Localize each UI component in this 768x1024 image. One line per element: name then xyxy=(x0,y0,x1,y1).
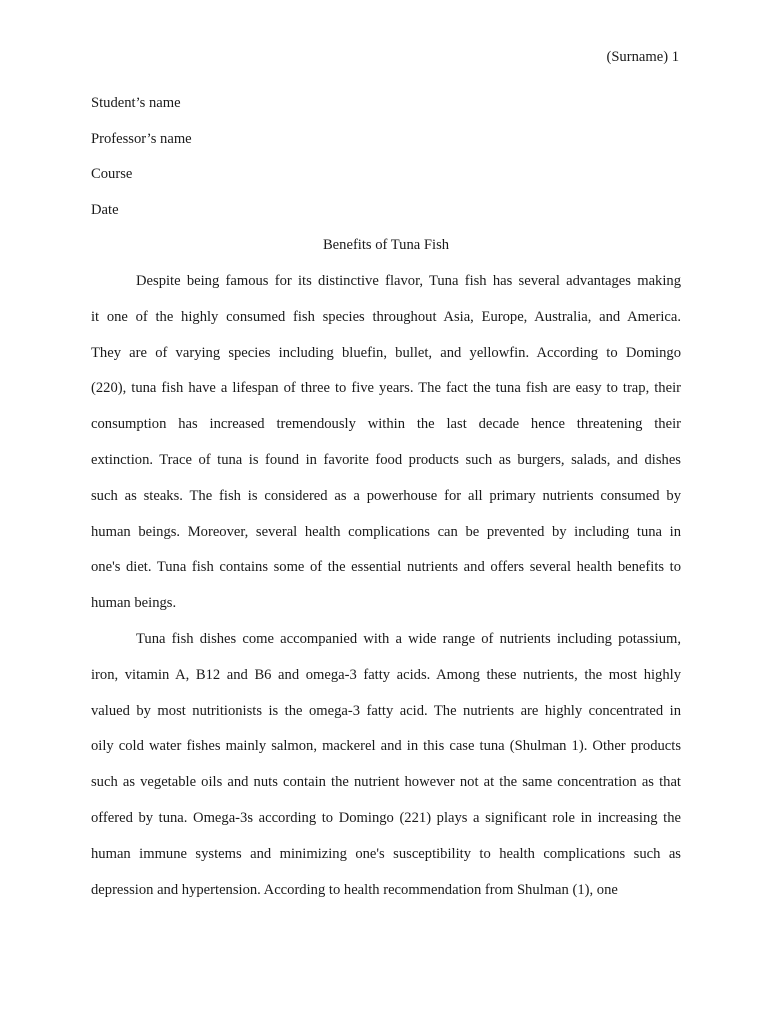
paragraph-line: extinction. Trace of tuna is found in favorite food products such as burgers, salads, and dishes xyxy=(91,451,681,468)
paragraph-line: depression and hypertension. According to health recommendation from Shulman (1), one xyxy=(91,881,618,898)
paragraph-line: offered by tuna. Omega-3s according to Domingo (221) plays a significant role in increasing the xyxy=(91,809,681,826)
paragraph-line: such as vegetable oils and nuts contain the nutrient however not at the same concentration as that xyxy=(91,774,681,791)
document-title: Benefits of Tuna Fish xyxy=(322,237,450,253)
date-line: Date xyxy=(91,201,119,218)
paragraph-line: oily cold water fishes mainly salmon, mackerel and in this case tuna (Shulman 1). Other products xyxy=(91,738,681,755)
student-name-line: Student’s name xyxy=(91,95,181,111)
professor-name-line: Professor’s name xyxy=(91,130,192,147)
course-line: Course xyxy=(91,166,133,183)
running-head: (Surname) 1 xyxy=(606,49,679,65)
document-body xyxy=(91,270,681,914)
paragraph-line: human beings. xyxy=(91,595,177,612)
paragraph-line: it one of the highly consumed fish species throughout Asia, Europe, Australia, and America. xyxy=(91,308,681,325)
paragraph-line: human beings. Moreover, several health complications can be prevented by including tuna in xyxy=(91,523,681,540)
student-header-block xyxy=(91,92,681,234)
paragraph-line: Tuna fish dishes come accompanied with a wide range of nutrients including potassium, xyxy=(136,630,681,647)
paragraph-line: valued by most nutritionists is the omega-3 fatty acid. The nutrients are highly concentrated in xyxy=(91,702,681,719)
paragraph-line: iron, vitamin A, B12 and B6 and omega-3 fatty acids. Among these nutrients, the most highly xyxy=(91,666,681,683)
paragraph-line: Despite being famous for its distinctive flavor, Tuna fish has several advantages making xyxy=(136,273,681,289)
paragraph-line: one's diet. Tuna fish contains some of the essential nutrients and offers several health benefits to xyxy=(91,559,681,576)
paragraph-line: consumption has increased tremendously within the last decade hence threatening their xyxy=(91,416,681,433)
paragraph-line: They are of varying species including bluefin, bullet, and yellowfin. According to Domingo xyxy=(91,344,681,361)
paragraph-line: (220), tuna fish have a lifespan of three to five years. The fact the tuna fish are easy to trap, their xyxy=(91,380,681,397)
paragraph-line: human immune systems and minimizing one's susceptibility to health complications such as xyxy=(91,845,681,862)
paragraph-2 xyxy=(91,628,681,914)
paragraph-1 xyxy=(91,270,681,628)
paragraph-line: such as steaks. The fish is considered as a powerhouse for all primary nutrients consumed by xyxy=(91,487,681,504)
